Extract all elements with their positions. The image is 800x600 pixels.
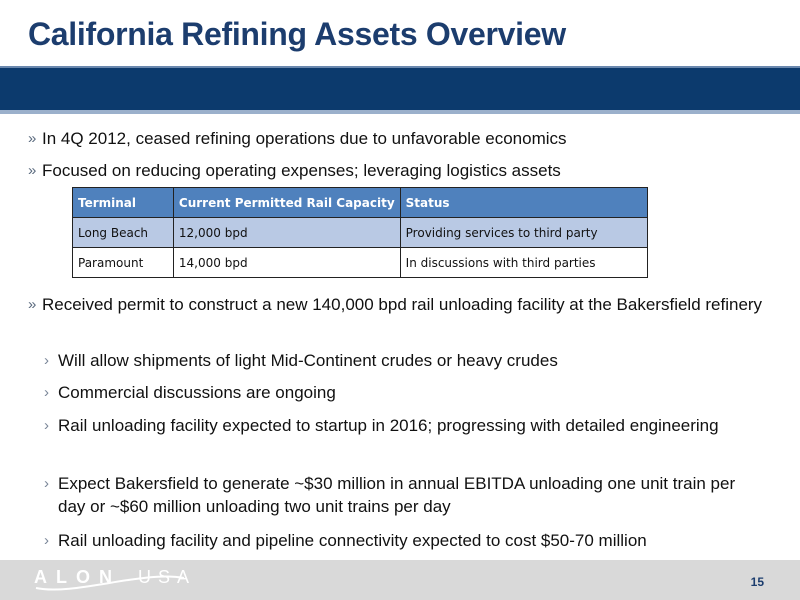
bullet-text: In 4Q 2012, ceased refining operations due to unfavorable economics: [42, 129, 567, 148]
sub-bullet-item: [44, 349, 764, 372]
alon-usa-logo: [34, 566, 214, 594]
table-row: [73, 218, 648, 248]
bullet-marker: »: [28, 162, 37, 179]
sub-bullet-marker: ›: [44, 352, 49, 369]
sub-bullet-text: Will allow shipments of light Mid-Continent crudes or heavy crudes: [58, 351, 558, 370]
bullet-item: [28, 293, 768, 316]
sub-bullet-item: [44, 381, 764, 404]
bullet-marker: »: [28, 296, 37, 313]
sub-bullet-marker: ›: [44, 475, 49, 492]
table-header-cell: Status: [400, 188, 647, 218]
sub-bullet-text: Expect Bakersfield to generate ~$30 million in annual EBITDA unloading one unit train per day or ~$60 million unloading two unit trains per day: [58, 474, 736, 516]
sub-bullet-text: Commercial discussions are ongoing: [58, 383, 336, 402]
bullet-text: Focused on reducing operating expenses; leveraging logistics assets: [42, 161, 561, 180]
sub-bullet-item: [44, 472, 764, 518]
title-band: [0, 66, 800, 114]
table-header-cell: Current Permitted Rail Capacity: [173, 188, 400, 218]
table-cell: Paramount: [73, 248, 174, 278]
page-title: California Refining Assets Overview: [28, 16, 566, 52]
table-cell: Long Beach: [73, 218, 174, 248]
bullet-item: [28, 159, 768, 182]
sub-bullet-text: Rail unloading facility expected to startup in 2016; progressing with detailed engineering: [58, 416, 719, 435]
bullet-item: [28, 127, 768, 150]
sub-bullet-marker: ›: [44, 532, 49, 549]
sub-bullet-marker: ›: [44, 417, 49, 434]
logo-text-alon: ALON: [34, 567, 121, 587]
sub-bullet-item: [44, 414, 764, 437]
page-number: 15: [750, 575, 764, 589]
table-row: [73, 248, 648, 278]
table-cell: In discussions with third parties: [400, 248, 647, 278]
sub-bullet-text: Rail unloading facility and pipeline connectivity expected to cost $50-70 million: [58, 531, 647, 550]
table-header-cell: Terminal: [73, 188, 174, 218]
table-cell: Providing services to third party: [400, 218, 647, 248]
terminals-table: [72, 187, 648, 278]
bullet-marker: »: [28, 130, 37, 147]
table-header-row: [73, 188, 648, 218]
sub-bullet-marker: ›: [44, 384, 49, 401]
table-cell: 12,000 bpd: [173, 218, 400, 248]
table-cell: 14,000 bpd: [173, 248, 400, 278]
sub-bullet-item: [44, 529, 764, 552]
logo-text-usa: USA: [138, 567, 197, 587]
bullet-text: Received permit to construct a new 140,000 bpd rail unloading facility at the Bakersfield refinery: [42, 295, 763, 314]
